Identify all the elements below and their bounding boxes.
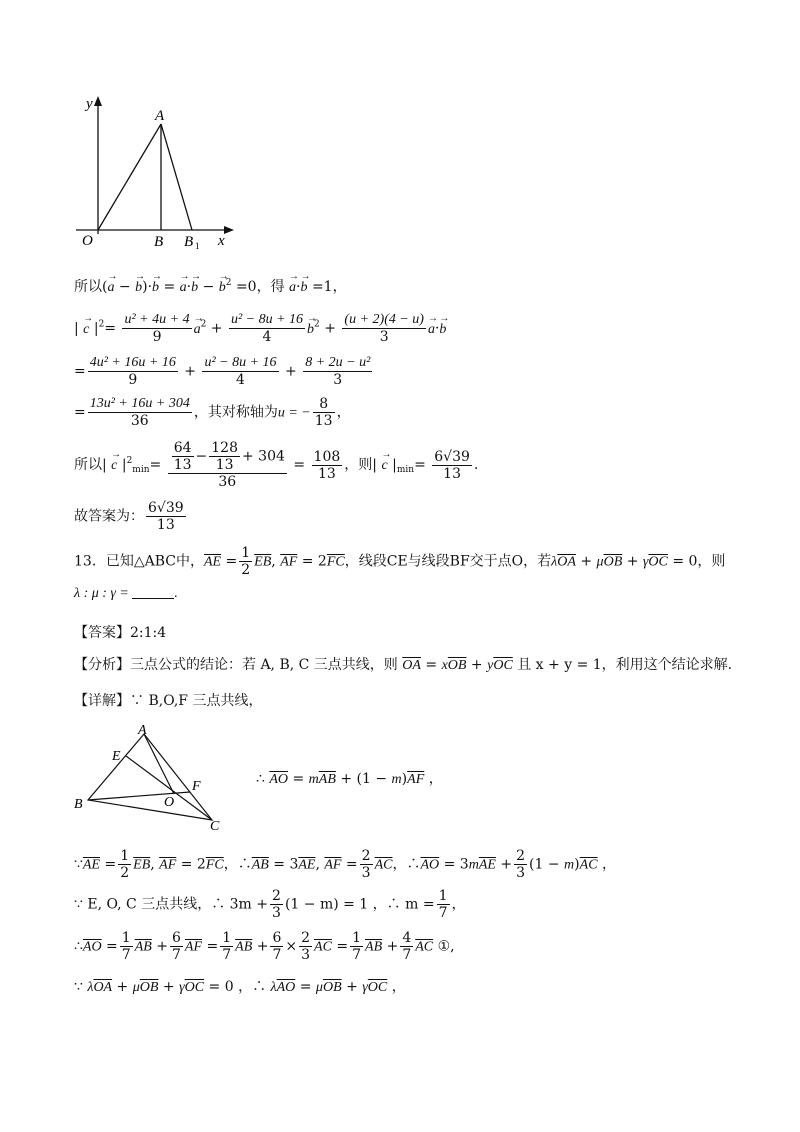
text: ，线段CE与线段BF交于点O，若 — [344, 553, 552, 570]
answer-value: 2:1:4 — [130, 625, 167, 641]
num: 6√39 — [148, 500, 184, 516]
label-A: A — [138, 723, 147, 738]
text: ，∴ — [223, 856, 252, 873]
den: 13 — [209, 456, 240, 473]
text: =0，得 — [235, 279, 285, 295]
label-O: O — [164, 795, 175, 810]
den: 13 — [173, 457, 192, 474]
text: min — [132, 465, 150, 476]
line-5: 所以| → c $|^2_{min}=$ $\frac{64}{13}$ − $\frac{128}{13}$ + 304 36 = $\frac{108}{13}$ ，则| → c $|_{min}=$ $\frac{6√39}{13}$ . — [74, 440, 478, 490]
text: 所以 — [74, 279, 102, 295]
line-4: = $\frac{\text{13u² + 16u + 304}}{36}$ ，其对称轴为u = − $\frac{8}{13}$ ， — [74, 396, 351, 430]
question-13-line2 — [74, 586, 178, 602]
text: λ : μ : γ = — [74, 586, 129, 601]
line-6 — [74, 500, 188, 533]
text: ，∴ — [392, 856, 421, 873]
coordinate-figure — [70, 92, 240, 252]
den: 13 — [432, 465, 472, 482]
answer-line — [74, 622, 166, 642]
text: = 0，则 — [672, 553, 726, 570]
detail-3: $\therefore\overline{AO}$ = $\frac{1}{7}$ $\overline{AB}$ + $\frac{6}{7}$ $\overline{AF}$ = $\frac{1}{7}$ $\overline{AB}$ + $\frac{6}{7}$ × $\frac{2}{3}$ $\overline{AC}$ = $\frac{1}{7}$ $\overline{AB}$ + $\frac{4}{7}$ $\overline{AC}$ ①, — [74, 930, 455, 964]
detail-1: $\because\overline{AE}$ = $\frac{1}{2}$ $\overline{EB}$, $\overline{AF} = 2\overline{FC}$，$\therefore\overline{AB} = 3\overline{AE}$, $\overline{AF}$ = $\frac{2}{3}$ $\overline{AC}$，$\therefore\overline{AO} = 3m\overline{AE}$ + $\frac{2}{3}$ $(1 - m)\overline{AC}$ ， — [74, 848, 616, 882]
text: ，则 — [344, 457, 373, 474]
text: u = − — [277, 405, 311, 421]
segment-OA — [98, 124, 161, 230]
label-x: x — [218, 233, 225, 249]
text: (1 − m) = 1 ，∴ m = — [284, 896, 435, 913]
label-B1: B — [184, 234, 194, 250]
x-axis-arrow — [224, 226, 234, 234]
den: 9 — [122, 328, 191, 345]
num: 1 — [438, 888, 448, 904]
fig2-equation: ∴ $\overline{AO} = m\overline{AB} + (1 - m)\overline{AF}$ ， — [256, 771, 443, 787]
answer-blank — [132, 586, 174, 599]
detail-2: ∵ E, O, C 三点共线，∴ 3m + $\frac{2}{3}$ (1 − m) = 1 ，∴ m = $\frac{1}{7}$ ， — [74, 888, 466, 922]
text: ∵ E, O, C 三点共线，∴ 3m + — [74, 896, 269, 913]
text: 且 x + y = 1，利用这个结论求解. — [517, 657, 733, 673]
den: 36 — [88, 412, 192, 429]
den: 4 — [202, 371, 278, 388]
text: ∴ — [74, 938, 83, 955]
den: 3 — [303, 371, 372, 388]
detail-tag: 【详解】 — [74, 693, 130, 709]
num: 128 — [211, 440, 238, 456]
segment-AO — [144, 734, 174, 794]
line-3: = $\frac{\text{4u² + 16u + 16}}{9}$ + $\frac{\text{u² − 8u + 16}}{4}$ + $\frac{\text{8 + 2u − u²}}{3}$ — [74, 355, 371, 389]
den: 4 — [229, 328, 305, 345]
text: 三点公式的结论：若 A, B, C 三点共线，则 — [130, 657, 398, 673]
label-F: F — [192, 779, 201, 794]
label-C: C — [210, 819, 220, 834]
text: ， — [336, 404, 351, 421]
num: 4u² + 16u + 16 — [89, 355, 176, 370]
num: (u + 2)(4 − u) — [344, 312, 424, 327]
label-B: B — [154, 234, 164, 250]
text: + 304 — [242, 448, 285, 465]
segment-BF — [88, 792, 190, 800]
label-E: E — [112, 749, 121, 764]
label-O: O — [82, 233, 93, 249]
label-A: A — [155, 108, 165, 124]
segment-AB1 — [161, 124, 192, 230]
text: =1， — [311, 279, 347, 295]
y-axis-arrow — [94, 96, 102, 106]
line-1: 所以(→ a − → b)·→ b = → a·→ b − → $b^2 =0$，得 → a·→ b =1， — [74, 276, 347, 296]
text: ，其对称轴为 — [193, 404, 278, 421]
num: u² − 8u + 16 — [204, 355, 277, 370]
text: min — [396, 465, 415, 476]
text: . — [473, 457, 479, 474]
num: 8 — [319, 396, 329, 412]
analysis-tag: 【分析】 — [74, 657, 130, 673]
den: 13 — [314, 413, 333, 430]
label-B: B — [74, 797, 83, 812]
text: ∵ — [74, 856, 83, 873]
analysis-line: 【分析】三点公式的结论：若 A, B, C 三点共线，则 $\overline{OA} = x\overline{OB} + y\overline{OC}$ 且 x + y = 1，利用这个结论求解. — [74, 657, 733, 673]
den: 36 — [168, 473, 287, 490]
triangle-figure — [72, 722, 242, 837]
text: . — [174, 586, 178, 601]
line-2: | → c $|^2=$ $\frac{\text{u² + 4u + 4}}{9}$ → $a^2$ + $\frac{\text{u² − 8u + 16}}{4}$ → $b^2$ + $\frac{(u + 2)(4 - u)}{3}$ → a·→ b — [74, 312, 446, 345]
num: u² − 8u + 16 — [230, 312, 304, 327]
den: 13 — [312, 465, 343, 482]
text: ， — [451, 896, 466, 913]
num: 8 + 2u − u² — [305, 355, 371, 370]
text: ∵ B,O,F 三点共线， — [130, 693, 263, 709]
den: 3 — [342, 328, 426, 345]
den: 13 — [146, 516, 186, 533]
answer-tag: 【答案】 — [74, 625, 130, 641]
num: 13u² + 16u + 304 — [89, 396, 190, 411]
detail-line — [74, 690, 262, 710]
num: u² + 4u + 4 — [124, 312, 190, 327]
num: 108 — [313, 448, 341, 465]
text: 13．已知△ABC中， — [74, 553, 204, 570]
den: 9 — [88, 371, 178, 388]
num: 64 — [173, 440, 192, 456]
text: 所以 — [74, 457, 102, 474]
num: 6√39 — [434, 448, 470, 465]
label-B1-sub: 1 — [195, 241, 200, 251]
question-13: 13．已知△ABC中，$\overline{AE}$ = $\frac{1}{2}$ $\overline{EB}$, $\overline{AF} = 2\overline{FC}$，线段CE与线段BF交于点O，若$\lambda\overline{OA} + \mu\overline{OB} + \gamma\overline{OC} = 0$，则 — [74, 545, 726, 579]
detail-4: ∵ $\lambda\overline{OA} + \mu\overline{OB} + \gamma\overline{OC} = 0$ ，∴ $\lambda\overline{AO} = \mu\overline{OB} + \gamma\overline{OC}$ ， — [74, 979, 406, 995]
text: ①, — [437, 938, 455, 955]
text: 故答案为： — [74, 508, 144, 525]
den: 7 — [438, 905, 448, 922]
label-y: y — [86, 96, 93, 112]
